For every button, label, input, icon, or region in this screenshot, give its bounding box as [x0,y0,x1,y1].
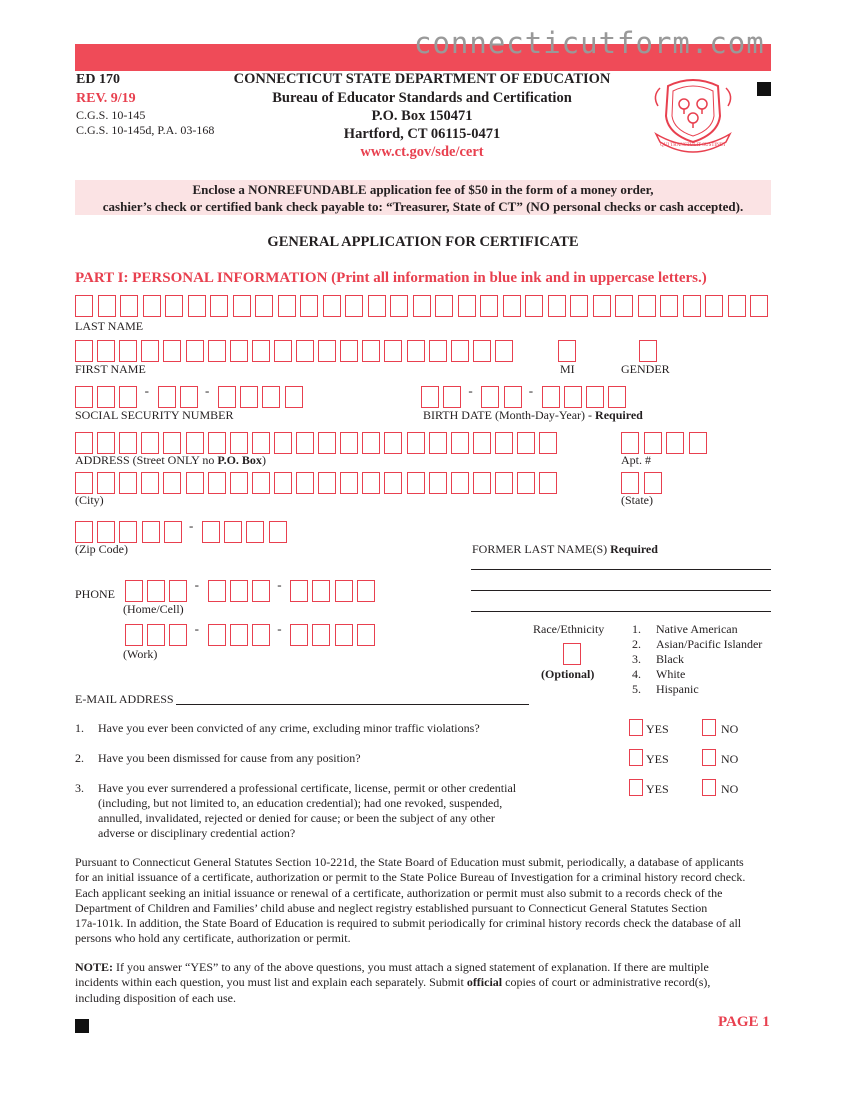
first-name-char-box[interactable] [274,340,292,362]
last-name-char-box[interactable] [323,295,341,317]
city-char-box[interactable] [75,472,93,494]
last-name-char-box[interactable] [345,295,363,317]
address-char-box[interactable] [407,432,425,454]
city-char-box[interactable] [362,472,380,494]
race-option-number: 4. [632,667,641,681]
last-name-char-box[interactable] [143,295,161,317]
city-char-box[interactable] [318,472,336,494]
question-no-label: NO [721,722,739,736]
email-input-line[interactable] [176,704,529,705]
city-char-box[interactable] [429,472,447,494]
ssn-char-box[interactable] [240,386,258,408]
gender-char-box[interactable] [639,340,657,362]
mi-char-box[interactable] [558,340,576,362]
city-char-box[interactable] [252,472,270,494]
first-name-char-box[interactable] [141,340,159,362]
race-option-number: 2. [632,637,641,651]
ssn-char-box[interactable] [262,386,280,408]
last-name-char-box[interactable] [458,295,476,317]
home-phone-separator: - [277,577,282,592]
city-char-box[interactable] [163,472,181,494]
last-name-char-box[interactable] [413,295,431,317]
last-name-char-box[interactable] [593,295,611,317]
question-no-label: NO [721,752,739,766]
zip-char-box[interactable] [97,521,115,543]
birth-date-char-box[interactable] [443,386,461,408]
birth-date-label [423,408,643,423]
zip-char-box[interactable] [269,521,287,543]
last-name-char-box[interactable] [75,295,93,317]
home-phone-char-box[interactable] [290,580,308,602]
first-name-char-box[interactable] [318,340,336,362]
ssn-label: SOCIAL SECURITY NUMBER [75,408,234,422]
home-phone-char-box[interactable] [125,580,143,602]
last-name-char-box[interactable] [210,295,228,317]
birth-date-char-box[interactable] [504,386,522,408]
work-phone-char-box[interactable] [169,624,187,646]
form-id: ED 170 [76,72,120,87]
first-name-char-box[interactable] [362,340,380,362]
address-char-box[interactable] [384,432,402,454]
last-name-char-box[interactable] [660,295,678,317]
note-text2b: official [466,975,503,990]
address-label-c: ) [261,453,266,467]
work-phone-char-box[interactable] [230,624,248,646]
revision: REV. 9/19 [76,91,136,106]
work-phone-char-box[interactable] [252,624,270,646]
page-number: PAGE 1 [718,1014,770,1030]
home-cell-label: (Home/Cell) [123,602,184,616]
question-text: annulled, invalidated, rejected or denied for cause; or been the subject of any other [98,811,495,825]
city-char-box[interactable] [407,472,425,494]
question-yes-checkbox[interactable] [629,719,643,736]
city-char-box[interactable] [97,472,115,494]
first-name-char-box[interactable] [163,340,181,362]
question-number: 1. [75,721,84,735]
statute-line: Department of Children and Families’ child abuse and neglect registry established pursuant to Connecticut General Statutes Section [75,900,708,915]
zip-separator: - [189,518,194,533]
address-label [75,453,266,468]
address-char-box[interactable] [473,432,491,454]
statute-paragraph [75,855,775,947]
gender-label: GENDER [621,362,670,376]
first-name-char-box[interactable] [119,340,137,362]
zip-char-box[interactable] [164,521,182,543]
first-name-char-box[interactable] [451,340,469,362]
po-box: P.O. Box 150471 [371,108,473,124]
statute-line: Pursuant to Connecticut General Statutes Section 10-221d, the State Board of Education must submit, periodically, a database of applicants [75,855,744,869]
birth-date-char-box[interactable] [421,386,439,408]
address-char-box[interactable] [252,432,270,454]
race-optional-label: (Optional) [541,667,595,681]
former-name-line-1[interactable] [471,569,771,570]
city-char-box[interactable] [473,472,491,494]
note-label: NOTE: [75,960,114,974]
address-char-box[interactable] [75,432,93,454]
work-phone-char-box[interactable] [208,624,226,646]
footer-registration-mark [75,1019,89,1033]
address-label-a: ADDRESS (Street ONLY no [75,453,218,467]
fee-notice [75,180,771,215]
ssn-char-box[interactable] [75,386,93,408]
work-phone-char-box[interactable] [290,624,308,646]
race-option-label: White [656,667,686,681]
first-name-char-box[interactable] [252,340,270,362]
address-char-box[interactable] [429,432,447,454]
ssn-separator: - [144,383,149,398]
address-char-box[interactable] [340,432,358,454]
address-char-box[interactable] [451,432,469,454]
note-text2c: copies of court or administrative record(s), [502,975,711,990]
address-char-box[interactable] [97,432,115,454]
watermark: connecticutform.com [414,26,765,60]
city-char-box[interactable] [230,472,248,494]
zip-char-box[interactable] [142,521,160,543]
last-name-label: LAST NAME [75,319,144,333]
birth-date-separator: - [468,383,473,398]
part1-heading: PART I: PERSONAL INFORMATION (Print all information in blue ink and in uppercase letters.) [75,270,707,286]
race-option-number: 3. [632,652,641,666]
race-ethnicity-input[interactable] [563,643,581,665]
question-number: 2. [75,751,84,765]
statute-line: for an initial issuance of a certificate, authorization or permit to the State Police Bureau of Investigation for a criminal history record check. [75,870,746,885]
first-name-char-box[interactable] [495,340,513,362]
city-label: (City) [75,493,104,507]
question-text: adverse or disciplinary credential action? [98,826,296,840]
race-ethnicity-label: Race/Ethnicity [533,622,605,636]
work-phone-separator: - [277,621,282,636]
birth-date-char-box[interactable] [481,386,499,408]
former-name-line-3[interactable] [471,611,771,612]
ssn-char-box[interactable] [180,386,198,408]
last-name-char-box[interactable] [503,295,521,317]
address-char-box[interactable] [208,432,226,454]
last-name-char-box[interactable] [120,295,138,317]
first-name-char-box[interactable] [473,340,491,362]
question-text: Have you been dismissed for cause from any position? [98,751,361,765]
city-char-box[interactable] [495,472,513,494]
note-text2a: incidents within each question, you must list and explain each separately. Submit [75,975,467,990]
first-name-char-box[interactable] [384,340,402,362]
city-char-box[interactable] [274,472,292,494]
address-char-box[interactable] [318,432,336,454]
last-name-char-box[interactable] [548,295,566,317]
question-text: Have you ever been convicted of any crime, excluding minor traffic violations? [98,721,480,735]
last-name-char-box[interactable] [188,295,206,317]
home-phone-separator: - [194,577,199,592]
address-char-box[interactable] [517,432,535,454]
birth-date-separator: - [528,383,534,398]
home-phone-char-box[interactable] [147,580,165,602]
home-phone-char-box[interactable] [230,580,248,602]
home-phone-char-box[interactable] [335,580,353,602]
home-phone-char-box[interactable] [169,580,187,602]
address-char-box[interactable] [495,432,513,454]
ssn-char-box[interactable] [158,386,176,408]
ssn-char-box[interactable] [97,386,115,408]
last-name-char-box[interactable] [435,295,453,317]
statute-1: C.G.S. 10-145 [76,108,146,122]
question-no-label: NO [721,782,739,796]
department-name: CONNECTICUT STATE DEPARTMENT OF EDUCATION [233,71,611,87]
state-label: (State) [621,493,653,507]
city-char-box[interactable] [296,472,314,494]
last-name-char-box[interactable] [570,295,588,317]
race-option-label: Native American [656,622,738,636]
ssn-char-box[interactable] [218,386,236,408]
fee-notice-line1: Enclose a NONREFUNDABLE application fee of $50 in the form of a money order, [192,182,654,197]
birth-date-char-box[interactable] [586,386,604,408]
home-phone-char-box[interactable] [312,580,330,602]
address-char-box[interactable] [539,432,557,454]
city-char-box[interactable] [186,472,204,494]
zip-char-box[interactable] [202,521,220,543]
city-char-box[interactable] [451,472,469,494]
question-yes-label: YES [646,752,669,766]
question-yes-checkbox[interactable] [629,749,643,766]
bureau-name: Bureau of Educator Standards and Certification [272,90,572,106]
home-phone-char-box[interactable] [252,580,270,602]
city-char-box[interactable] [141,472,159,494]
work-phone-char-box[interactable] [312,624,330,646]
apt-char-box[interactable] [621,432,639,454]
zip-char-box[interactable] [246,521,264,543]
address-label-b: P.O. Box [217,453,262,467]
question-text: (including, but not limited to, an education credential); had one revoked, suspended, [98,796,503,810]
race-option-number: 1. [632,622,641,636]
statute-line: 17a-101k. In addition, the State Board of Education is required to submit periodically for criminal history records check the database of all [75,916,742,931]
registration-mark [757,82,771,96]
last-name-char-box[interactable] [233,295,251,317]
work-phone-char-box[interactable] [357,624,375,646]
first-name-char-box[interactable] [407,340,425,362]
work-phone-char-box[interactable] [335,624,353,646]
note-paragraph [75,960,775,1006]
birth-required-text: Required [595,408,643,422]
question-yes-label: YES [646,722,669,736]
first-name-char-box[interactable] [340,340,358,362]
address-char-box[interactable] [274,432,292,454]
last-name-char-box[interactable] [368,295,386,317]
zip-label: (Zip Code) [75,542,128,556]
last-name-char-box[interactable] [615,295,633,317]
question-text: Have you ever surrendered a professional certificate, license, permit or other credential [98,781,517,795]
address-char-box[interactable] [296,432,314,454]
first-name-char-box[interactable] [208,340,226,362]
city-address: Hartford, CT 06115-0471 [343,126,501,142]
apt-label: Apt. # [621,453,651,467]
last-name-char-box[interactable] [705,295,723,317]
first-name-char-box[interactable] [75,340,93,362]
last-name-char-box[interactable] [390,295,408,317]
birth-date-char-box[interactable] [608,386,626,408]
work-phone-separator: - [194,621,199,636]
last-name-char-box[interactable] [638,295,656,317]
address-char-box[interactable] [163,432,181,454]
ssn-separator: - [205,383,210,398]
last-name-char-box[interactable] [255,295,273,317]
seal-motto: QUI TRANSTULIT SUSTINET [660,143,726,148]
race-option-label: Black [656,652,684,666]
ssn-char-box[interactable] [285,386,303,408]
question-number: 3. [75,781,84,795]
website-link[interactable]: www.ct.gov/sde/cert [360,144,484,160]
last-name-char-box[interactable] [480,295,498,317]
ssn-char-box[interactable] [119,386,137,408]
last-name-char-box[interactable] [728,295,746,317]
state-seal-icon [648,76,738,154]
question-no-checkbox[interactable] [702,719,716,736]
zip-char-box[interactable] [75,521,93,543]
mi-label: MI [560,362,575,376]
first-name-char-box[interactable] [230,340,248,362]
first-name-char-box[interactable] [429,340,447,362]
last-name-char-box[interactable] [300,295,318,317]
last-name-char-box[interactable] [278,295,296,317]
note-line3: including disposition of each use. [75,990,236,1005]
note-line1 [75,960,775,975]
race-option-label: Hispanic [656,682,699,696]
zip-char-box[interactable] [224,521,242,543]
note-text1: If you answer “YES” to any of the above questions, you must attach a signed statement of explanation. If there are multiple [113,960,709,974]
former-required-text: Required [610,542,658,556]
zip-char-box[interactable] [119,521,137,543]
address-char-box[interactable] [186,432,204,454]
first-name-char-box[interactable] [97,340,115,362]
statute-line: persons who hold any certificate, authorization or permit. [75,931,351,946]
first-name-char-box[interactable] [186,340,204,362]
statute-2: C.G.S. 10-145d, P.A. 03-168 [76,123,215,137]
birth-date-char-box[interactable] [564,386,582,408]
race-option-label: Asian/Pacific Islander [656,637,763,651]
city-char-box[interactable] [119,472,137,494]
race-option-number: 5. [632,682,641,696]
address-char-box[interactable] [230,432,248,454]
last-name-char-box[interactable] [750,295,768,317]
address-char-box[interactable] [119,432,137,454]
apt-char-box[interactable] [689,432,707,454]
question-no-checkbox[interactable] [702,779,716,796]
apt-char-box[interactable] [644,432,662,454]
city-char-box[interactable] [517,472,535,494]
city-char-box[interactable] [539,472,557,494]
work-phone-char-box[interactable] [147,624,165,646]
former-names-label [472,542,658,557]
home-phone-char-box[interactable] [208,580,226,602]
first-name-char-box[interactable] [296,340,314,362]
email-label: E-MAIL ADDRESS [75,692,174,706]
city-char-box[interactable] [208,472,226,494]
city-char-box[interactable] [384,472,402,494]
birth-date-char-box[interactable] [542,386,560,408]
address-char-box[interactable] [141,432,159,454]
city-char-box[interactable] [340,472,358,494]
note-line2 [75,975,775,990]
last-name-char-box[interactable] [525,295,543,317]
work-phone-char-box[interactable] [125,624,143,646]
first-name-label: FIRST NAME [75,362,146,376]
question-yes-checkbox[interactable] [629,779,643,796]
statute-line: Each applicant seeking an initial issuance or renewal of a certificate, authorization or permit must also submit to a records check of the [75,885,723,900]
last-name-char-box[interactable] [683,295,701,317]
work-label: (Work) [123,647,158,661]
apt-char-box[interactable] [666,432,684,454]
state-char-box[interactable] [621,472,639,494]
last-name-char-box[interactable] [98,295,116,317]
birth-date-label-text: BIRTH DATE (Month-Day-Year) - [423,408,596,422]
former-name-line-2[interactable] [471,590,771,591]
fee-notice-line2: cashier’s check or certified bank check payable to: “Treasurer, State of CT” (NO personal checks or cash accepted). [102,199,744,214]
phone-label: PHONE [75,587,116,601]
address-char-box[interactable] [362,432,380,454]
home-phone-char-box[interactable] [357,580,375,602]
state-char-box[interactable] [644,472,662,494]
question-yes-label: YES [646,782,669,796]
last-name-char-box[interactable] [165,295,183,317]
former-names-text: FORMER LAST NAME(S) [472,542,611,556]
question-no-checkbox[interactable] [702,749,716,766]
form-title: GENERAL APPLICATION FOR CERTIFICATE [267,234,579,250]
